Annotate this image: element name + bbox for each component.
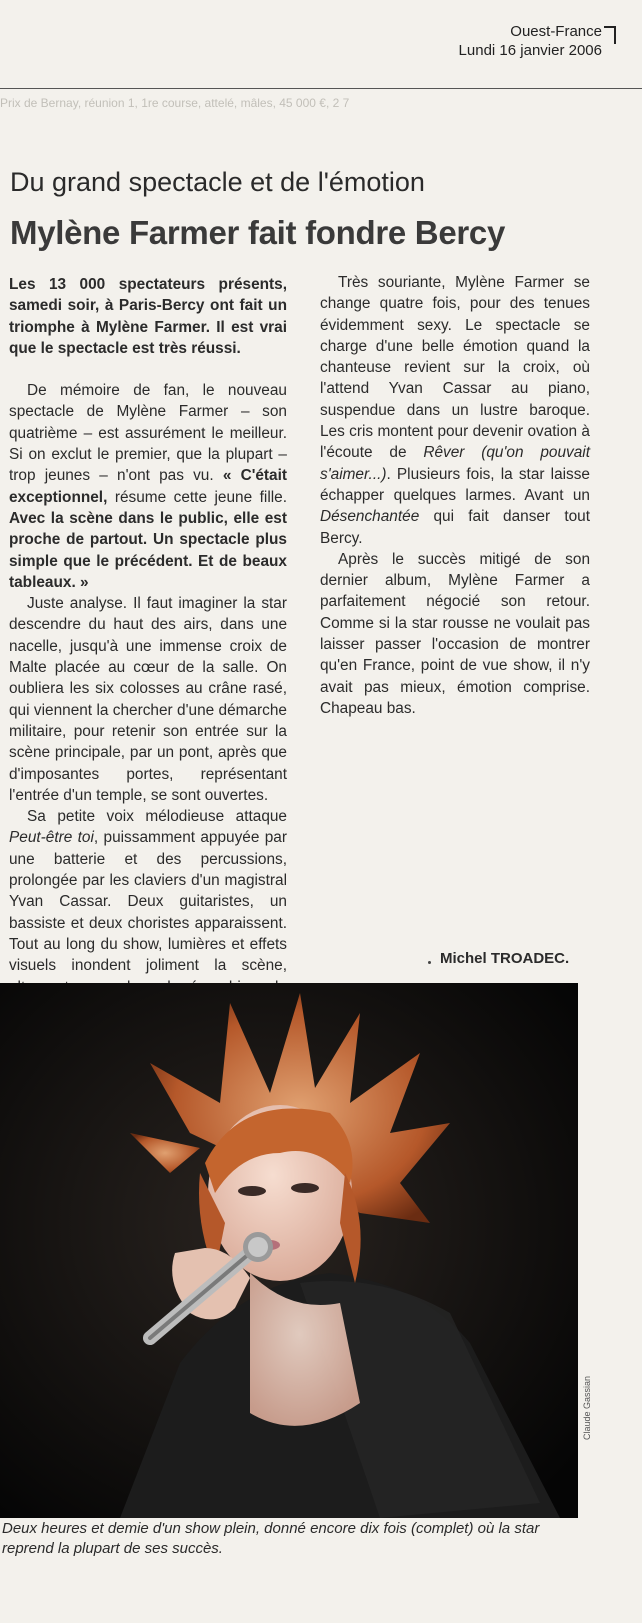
paragraph-4-start: Très souriante, Mylène Farmer se change quatre fois, pour des tenues évidemment sexy. Le spectacle se charge d'une belle émotion quand la chanteuse revient sur la croix, où l'attend Yvan Cassar au piano, suspendue dans un lustre baroque. Les cris montent pour devenir ovation à l'écoute de (320, 274, 590, 462)
paragraph-1-mid: résume cette jeune fille. (107, 488, 287, 506)
paragraph-5: Après le succès mitigé de son dernier album, Mylène Farmer a parfaitement négocié son retour. Comme si la star rousse ne voulait pas laisser passer l'occasion de montrer qu'en France, point de vue show, il n'y avait pas mieux, émotion comprise. Chapeau bas. (320, 550, 590, 717)
song-title: Peut-être toi (9, 829, 94, 847)
article-kicker: Du grand spectacle et de l'émotion (10, 167, 425, 197)
paragraph-3-rest: , puissamment appuyée par une batterie et des percussions, prolongée par les claviers d'un magistral Yvan Cassar. Deux guitaristes, un bassiste et deux choristes apparaissent. Tout au long du show, lumières et effets visuels inondent joliment la scène, (9, 829, 287, 975)
paragraph-1 (9, 380, 287, 593)
quote-2: Avec la scène dans le public, elle est proche de partout. Un spectacle plus simple que le précédent. Et de beaux tableaux. » (9, 509, 287, 591)
paragraph-4 (320, 272, 590, 549)
paragraph-2: Juste analyse. Il faut imaginer la star descendre du haut des airs, dans une nacelle, jusqu'à une immense croix de Malte placée au cœur de la salle. On oubliera les six colosses au crâne rasé, qui viennent la chercher d'une démarche militaire, pour retenir son entrée sur la scène principale, par un pont, après que d'imposantes portes, représentant l'entrée d'un temple, se sont ouvertes. (9, 595, 287, 804)
article-column-right (320, 272, 590, 719)
concert-photo (0, 983, 578, 1518)
photo-caption: Deux heures et demie d'un show plein, donné encore dix fois (complet) où la star reprend la plupart de ses succès. (2, 1520, 540, 1557)
singer-illustration (0, 983, 578, 1518)
author-signature: Michel TROADEC. (440, 950, 570, 967)
paragraph-3-start: Sa petite voix mélodieuse attaque (27, 808, 287, 826)
song-title: Rêver (qu'on pouvait s'aimer...) (320, 444, 590, 483)
photo-credit: Claude Gassian (582, 1375, 592, 1440)
article-lead: Les 13 000 spectateurs présents, samedi soir, à Paris-Bercy ont fait un triomphe à Mylène Farmer. Il est vrai que le spectacle est très réussi. (9, 276, 287, 357)
paragraph-4-mid: . Plusieurs fois, la star laisse échapper quelques larmes. Avant un (320, 465, 590, 504)
paragraph-4-end: qui fait danser tout Bercy. (320, 508, 590, 547)
article-title: Mylène Farmer fait fondre Bercy (10, 214, 506, 251)
publication-date: Lundi 16 janvier 2006 (458, 42, 602, 59)
paragraph-1-text: De mémoire de fan, le nouveau spectacle de Mylène Farmer – son quatrième – est assurément le meilleur. Si on exclut le premier, que la plupart – trop jeunes – n'ont pas vu. (9, 382, 287, 485)
signature-dot (428, 961, 431, 964)
header-rule (0, 88, 642, 89)
corner-mark (604, 26, 616, 44)
masthead (459, 22, 602, 60)
newspaper-name: Ouest-France (510, 23, 602, 40)
article-column-left (9, 274, 287, 1062)
song-title: Désenchantée (320, 508, 420, 526)
bleed-through-text: Prix de Bernay, réunion 1, 1re course, attelé, mâles, 45 000 €, 2 7 (0, 96, 350, 110)
quote-1: « C'était exceptionnel, (9, 467, 287, 506)
